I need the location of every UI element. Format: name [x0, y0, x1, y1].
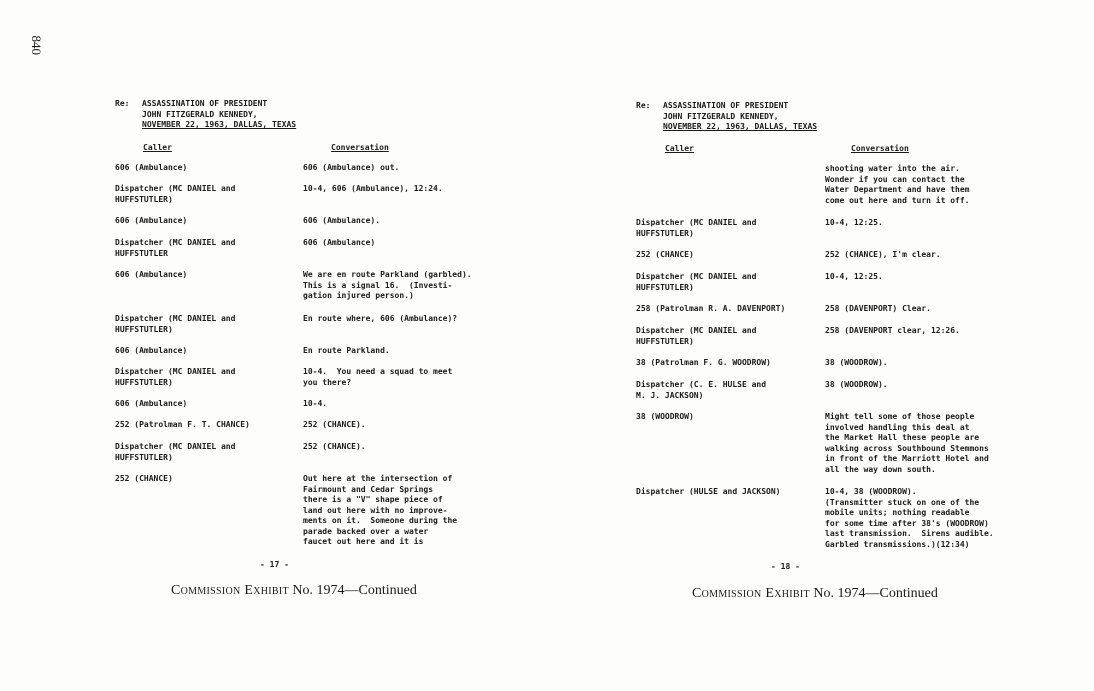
conversation-header: Conversation: [851, 144, 909, 153]
caption-prefix: Commission Exhibit: [171, 583, 289, 598]
caller-header: Caller: [143, 143, 172, 152]
conversation: 10-4, 606 (Ambulance), 12:24.: [303, 184, 443, 193]
re-label: Re:: [636, 101, 651, 110]
conversation: 10-4, 12:25.: [825, 218, 883, 227]
re-line: JOHN FITZGERALD KENNEDY,: [663, 111, 779, 121]
caller: Dispatcher (MC DANIEL and HUFFSTUTLER): [636, 326, 757, 346]
transcript-row: [115, 270, 472, 300]
folio: - 18 -: [771, 562, 800, 571]
caller: 258 (Patrolman R. A. DAVENPORT): [636, 304, 786, 313]
conversation: 258 (DAVENPORT clear, 12:26.: [825, 326, 960, 335]
transcript-row: [636, 250, 941, 261]
caller: 38 (Patrolman F. G. WOODROW): [636, 358, 771, 367]
caller: Dispatcher (MC DANIEL and HUFFSTUTLER): [115, 314, 236, 334]
re-line: NOVEMBER 22, 1963, DALLAS, TEXAS: [142, 120, 297, 129]
conversation: 606 (Ambulance) out.: [303, 163, 400, 172]
caller-header: Caller: [665, 144, 694, 153]
caller: 606 (Ambulance): [115, 399, 188, 408]
caller: Dispatcher (MC DANIEL and HUFFSTUTLER: [115, 238, 236, 258]
caller: 252 (CHANCE): [636, 250, 694, 259]
transcript-row: [636, 380, 888, 401]
transcript-row: [115, 474, 458, 546]
transcript-row: [636, 304, 931, 315]
caller: 38 (WOODROW): [636, 412, 694, 421]
conversation: En route where, 606 (Ambulance)?: [303, 314, 458, 323]
re-line: NOVEMBER 22, 1963, DALLAS, TEXAS: [663, 122, 818, 131]
caller: Dispatcher (C. E. HULSE and M. J. JACKSON): [636, 380, 767, 400]
re-block: [115, 99, 296, 131]
conversation: 258 (DAVENPORT) Clear.: [825, 304, 931, 313]
transcript-row: [636, 326, 960, 347]
conversation: Out here at the intersection of Fairmount and Cedar Springs there is a "V" shape piece of land out here with no improve- ments on it. Someone during the parade backed over a water faucet out here and it is: [303, 474, 458, 546]
conversation: shooting water into the air. Wonder if you can contact the Water Department and have them come out here and turn it off.: [825, 164, 970, 205]
conversation: 38 (WOODROW).: [825, 358, 888, 367]
conversation: 10-4, 38 (WOODROW). (Transmitter stuck on one of the mobile units; nothing readable for some time after 38's (WOODROW) last transmission. Sirens audible. Garbled transmissions.)(12:34): [825, 487, 994, 549]
conversation: 252 (CHANCE).: [303, 420, 366, 429]
caption-suffix: No. 1974—Continued: [292, 583, 417, 598]
caption-prefix: Commission Exhibit: [692, 586, 810, 601]
caption-suffix: No. 1974—Continued: [813, 586, 938, 601]
transcript-row: [115, 442, 366, 463]
conversation: 10-4.: [303, 399, 328, 408]
conversation: 10-4. You need a squad to meet you there?: [303, 367, 453, 387]
caller: 606 (Ambulance): [115, 163, 188, 172]
transcript-row: [115, 184, 443, 205]
conversation: 10-4, 12:25.: [825, 272, 883, 281]
conversation: 252 (CHANCE).: [303, 442, 366, 451]
conversation: 252 (CHANCE), I'm clear.: [825, 250, 941, 259]
caller: 606 (Ambulance): [115, 216, 188, 225]
transcript-row: [115, 216, 381, 227]
transcript-row: [115, 238, 376, 259]
transcript-row: [636, 218, 883, 239]
re-block: [636, 101, 817, 133]
caller: Dispatcher (HULSE and JACKSON): [636, 487, 781, 496]
transcript-row: [115, 314, 458, 335]
transcript-row: [636, 272, 883, 293]
caller: Dispatcher (MC DANIEL and HUFFSTUTLER): [115, 367, 236, 387]
folio: - 17 -: [260, 560, 289, 569]
caller: 606 (Ambulance): [115, 270, 188, 279]
re-line: ASSASSINATION OF PRESIDENT: [142, 99, 268, 108]
transcript-row: [115, 420, 366, 431]
caller: 252 (CHANCE): [115, 474, 173, 483]
page-number: 840: [29, 35, 44, 55]
exhibit-caption: [692, 586, 938, 601]
transcript-row: [115, 367, 453, 388]
conversation: Might tell some of those people involved handling this deal at the Market Hall these people are walking across Southbound Stemmons in front of the Marriott Hotel and all the way down south.: [825, 412, 989, 474]
caller: 606 (Ambulance): [115, 346, 188, 355]
re-line: ASSASSINATION OF PRESIDENT: [663, 101, 789, 110]
conversation: We are en route Parkland (garbled). This is a signal 16. (Investi- gation injured person.): [303, 270, 472, 300]
transcript-row: [636, 412, 989, 474]
transcript-row: [636, 487, 994, 549]
transcript-row: [636, 358, 888, 369]
caller: 252 (Patrolman F. T. CHANCE): [115, 420, 250, 429]
caller: Dispatcher (MC DANIEL and HUFFSTUTLER): [636, 218, 757, 238]
transcript-row: [115, 399, 328, 410]
exhibit-caption: [171, 583, 417, 598]
caller: Dispatcher (MC DANIEL and HUFFSTUTLER): [115, 442, 236, 462]
conversation: En route Parkland.: [303, 346, 390, 355]
conversation: 606 (Ambulance): [303, 238, 376, 247]
conversation: 606 (Ambulance).: [303, 216, 381, 225]
re-line: JOHN FITZGERALD KENNEDY,: [142, 109, 258, 119]
conversation-header: Conversation: [331, 143, 389, 152]
caller: Dispatcher (MC DANIEL and HUFFSTUTLER): [115, 184, 236, 204]
re-label: Re:: [115, 99, 130, 108]
caller: Dispatcher (MC DANIEL and HUFFSTUTLER): [636, 272, 757, 292]
transcript-row: [115, 163, 400, 174]
conversation: 38 (WOODROW).: [825, 380, 888, 389]
transcript-row: [115, 346, 390, 357]
